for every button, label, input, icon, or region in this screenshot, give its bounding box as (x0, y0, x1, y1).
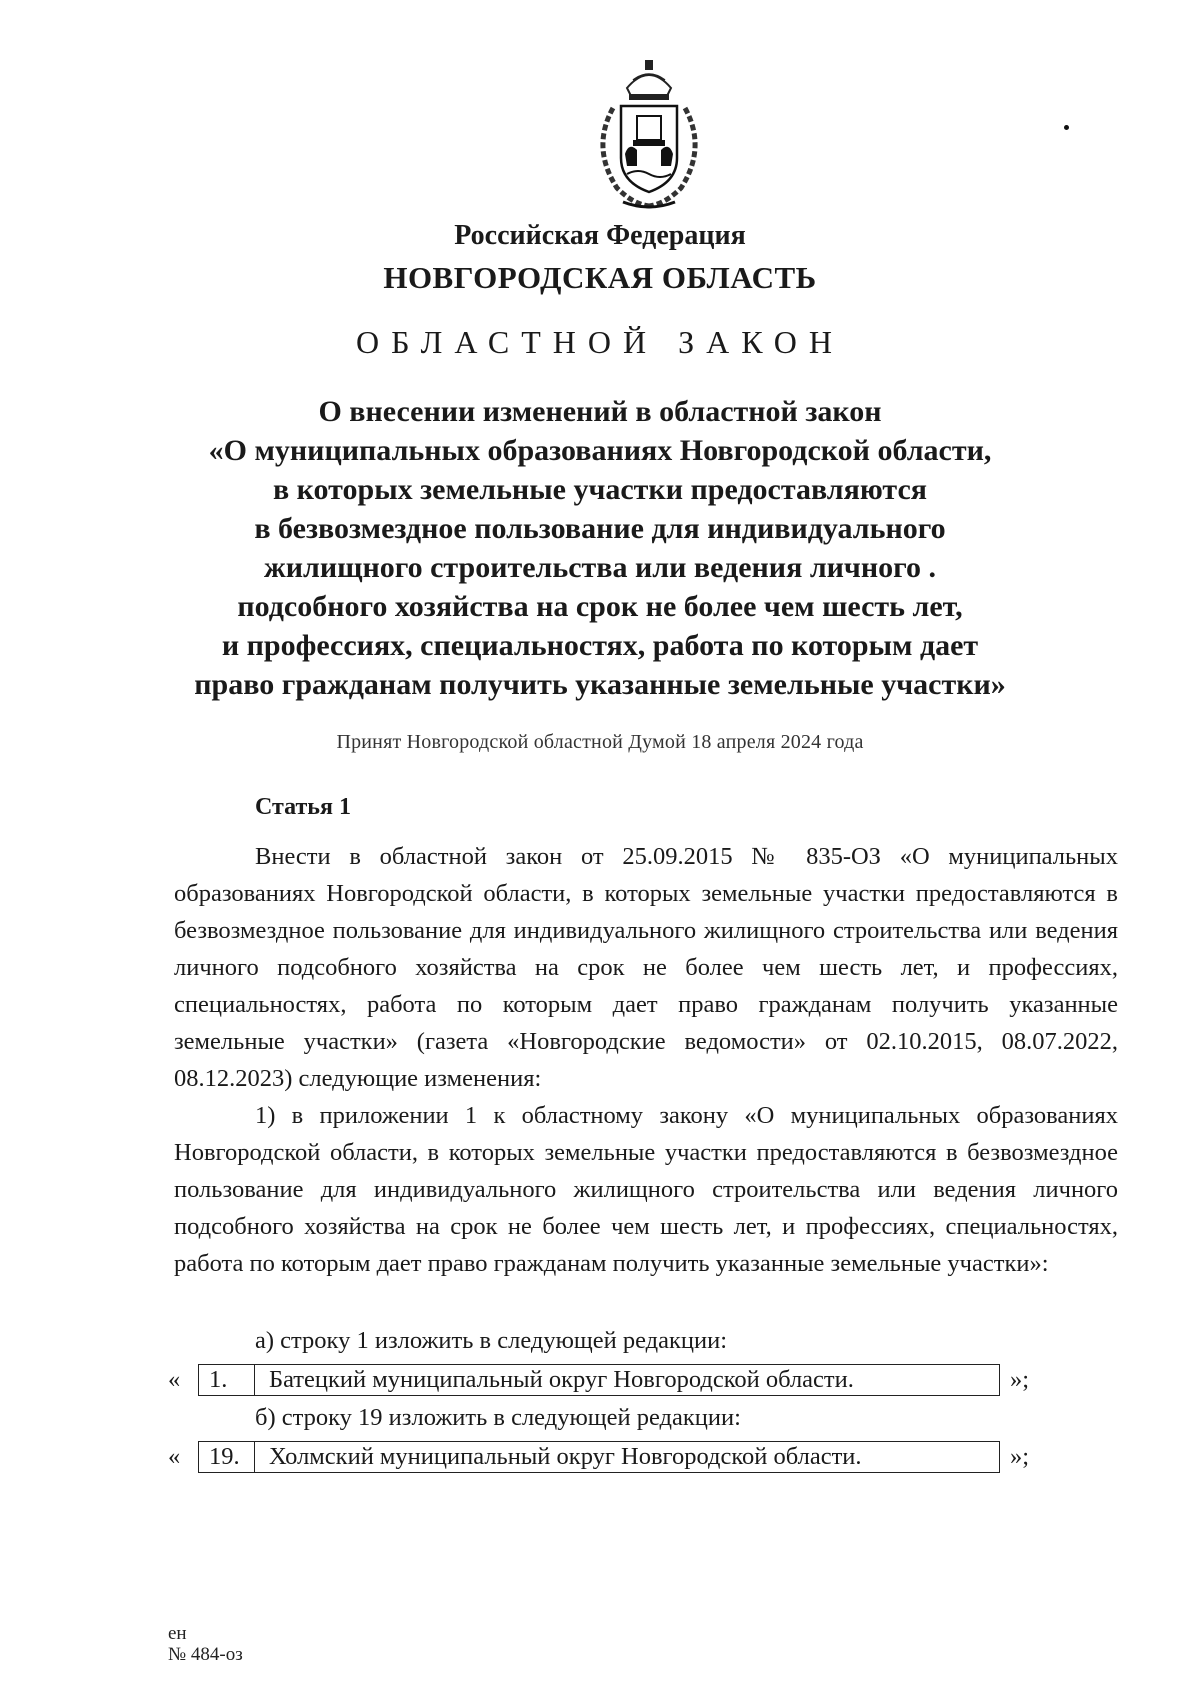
row-number: 19. (199, 1442, 255, 1472)
table-row (168, 1441, 1048, 1475)
law-type: ОБЛАСТНОЙ ЗАКОН (355, 324, 845, 360)
adoption-note: Принят Новгородской областной Думой 18 апреля 2024 года (336, 731, 864, 753)
article-paragraph: Внести в областной закон от 25.09.2015 № 835-ОЗ «О муниципальных образованиях Новгородской области, в которых земельные участки предоставляются в безвозмездное пользование для индивидуального жилищного строительства или ведения личного подсобного хозяйства на срок не более чем шесть лет, и профессиях, специальностях, работа по которым дает право гражданам получить указанные земельные участки» (газета «Новгородские ведомости» от 02.10.2015, 08.07.2022, 08.12.2023) следующие изменения: (174, 843, 1118, 1092)
table-row (168, 1364, 1048, 1398)
table-box (198, 1364, 1000, 1396)
law-title-line: и профессиях, специальностях, работа по которым дает (221, 629, 979, 662)
subitem-a: а) строку 1 изложить в следующей редакции: (255, 1327, 728, 1354)
open-quote: « (168, 1366, 181, 1393)
country-name: Российская Федерация (454, 220, 746, 251)
law-title-line: право гражданам получить указанные земельные участки» (194, 668, 1006, 701)
close-quote: »; (1010, 1443, 1030, 1470)
footer-initials: ен (168, 1623, 187, 1644)
law-title-line: О внесении изменений в областной закон (318, 395, 882, 428)
row-text: Холмский муниципальный округ Новгородской области. (269, 1443, 862, 1470)
law-title-line: подсобного хозяйства на срок не более чем шесть лет, (237, 590, 963, 623)
row-text: Батецкий муниципальный округ Новгородской области. (269, 1366, 854, 1393)
row-number: 1. (199, 1365, 255, 1395)
table-box (198, 1441, 1000, 1473)
law-title-line: «О муниципальных образованиях Новгородской области, (208, 434, 992, 467)
open-quote: « (168, 1443, 181, 1470)
law-title (0, 392, 1200, 704)
law-title-line: в безвозмездное пользование для индивидуального (254, 512, 946, 545)
coat-of-arms-emblem (583, 58, 715, 212)
law-title-line: в которых земельные участки предоставляются (272, 473, 928, 506)
amendment-paragraph: 1) в приложении 1 к областному закону «О муниципальных образованиях Новгородской области, в которых земельные участки предоставляются в безвозмездное пользование для индивидуального жилищного строительства или ведения личного подсобного хозяйства на срок не более чем шесть лет, и профессиях, специальностях, работа по которым дает право гражданам получить указанные земельные участки»: (174, 1102, 1118, 1277)
close-quote: »; (1010, 1366, 1030, 1393)
document-footer (168, 1623, 243, 1665)
region-name: НОВГОРОДСКАЯ ОБЛАСТЬ (383, 260, 817, 295)
article-heading: Статья 1 (255, 794, 351, 820)
law-title-line: жилищного строительства или ведения личного . (263, 551, 937, 584)
scan-dot-mark (1064, 125, 1069, 130)
footer-law-number: № 484-оз (168, 1644, 243, 1665)
subitem-b: б) строку 19 изложить в следующей редакции: (255, 1404, 741, 1431)
